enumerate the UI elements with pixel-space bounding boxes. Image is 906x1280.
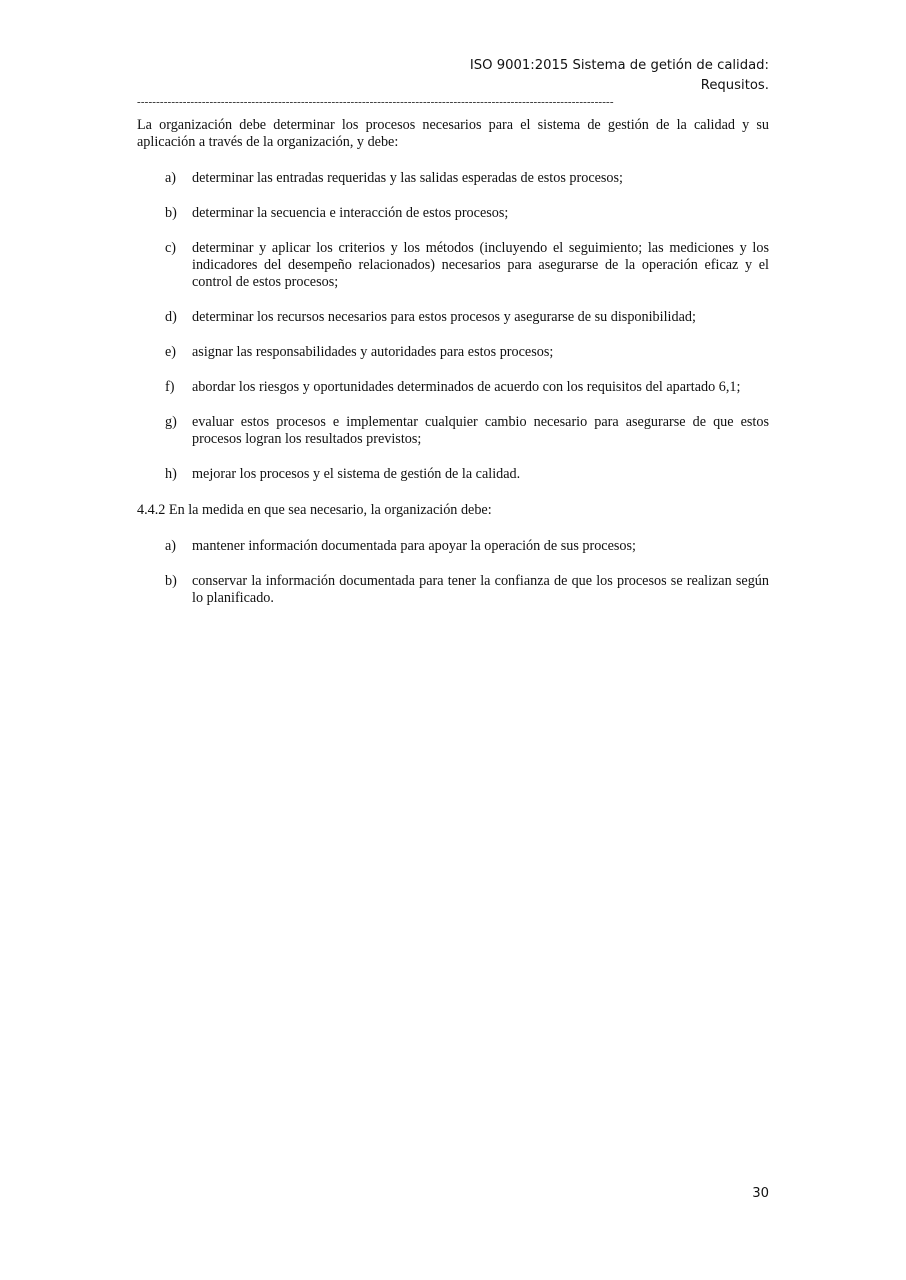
list-marker: a) xyxy=(165,538,177,554)
list-item xyxy=(137,205,769,222)
list-item xyxy=(137,170,769,187)
header-divider: ----------------------------------------------------------------------------------------------------------------------------- xyxy=(137,97,614,107)
list-item-text: determinar y aplicar los criterios y los métodos (incluyendo el seguimiento; las mediciones y los indicadores del desempeño relacionados) necesarios para asegurarse de la operación eficaz y el control de estos procesos; xyxy=(192,240,769,290)
list-marker: f) xyxy=(165,379,175,395)
page-header xyxy=(137,56,769,96)
list-item xyxy=(137,414,769,448)
header-title: ISO 9001:2015 Sistema de getión de calidad: xyxy=(469,58,769,73)
list-marker: e) xyxy=(165,344,177,360)
list-item-text: determinar la secuencia e interacción de estos procesos; xyxy=(192,205,509,221)
header-subtitle: Requsitos. xyxy=(700,78,769,93)
list-item xyxy=(137,309,769,326)
list-marker: d) xyxy=(165,309,177,325)
page-number: 30 xyxy=(752,1186,769,1201)
list-item-text: conservar la información documentada para tener la confianza de que los procesos se realizan según lo planificado. xyxy=(192,573,769,606)
list-marker: b) xyxy=(165,205,177,221)
list-marker: h) xyxy=(165,466,177,482)
list-marker: b) xyxy=(165,573,177,589)
list-item-text: abordar los riesgos y oportunidades determinados de acuerdo con los requisitos del apartado 6,1; xyxy=(192,379,741,395)
list-item xyxy=(137,240,769,291)
list-marker: g) xyxy=(165,414,177,430)
list-item-text: mantener información documentada para apoyar la operación de sus procesos; xyxy=(192,538,636,554)
list-item xyxy=(137,344,769,361)
list-marker: c) xyxy=(165,240,177,256)
intro-paragraph: La organización debe determinar los procesos necesarios para el sistema de gestión de la calidad y su aplicación a través de la organización, y debe: xyxy=(137,117,769,150)
documentation-list xyxy=(137,538,769,607)
list-item-text: asignar las responsabilidades y autoridades para estos procesos; xyxy=(192,344,554,360)
list-item-text: mejorar los procesos y el sistema de gestión de la calidad. xyxy=(192,466,521,482)
document-body xyxy=(137,117,769,607)
list-item xyxy=(137,538,769,555)
list-item xyxy=(137,466,769,483)
list-marker: a) xyxy=(165,170,177,186)
requirements-list xyxy=(137,170,769,483)
list-item xyxy=(137,379,769,396)
list-item-text: determinar los recursos necesarios para estos procesos y asegurarse de su disponibilidad; xyxy=(192,309,696,325)
section-paragraph: 4.4.2 En la medida en que sea necesario, la organización debe: xyxy=(137,502,492,518)
list-item-text: evaluar estos procesos e implementar cualquier cambio necesario para asegurarse de que estos procesos logran los resultados previstos; xyxy=(192,414,769,447)
list-item xyxy=(137,573,769,607)
list-item-text: determinar las entradas requeridas y las salidas esperadas de estos procesos; xyxy=(192,170,623,186)
